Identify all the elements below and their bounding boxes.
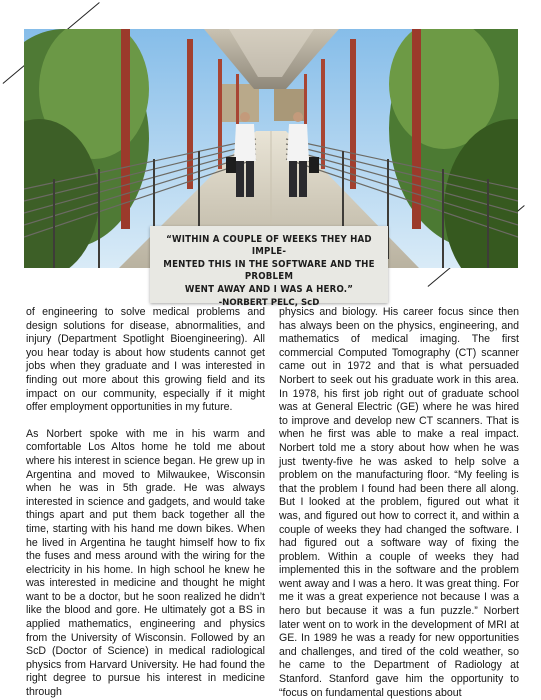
article-paragraph: of engineering to solve medical problems and design solutions for disease, abnormalities, and injury (Department Spotlight Bioengineering). All you hear today is about how students cannot get jobs when they graduate and I was interested in finding out more about this growing field and its impact on our community, especially if it might offer employment opportunities in my future. [26,306,265,414]
article-paragraph: physics and biology. His career focus since then has always been on the physics, engineering, and mathematics of medical imaging. The first commercial Computed Tomography (CT) scanner came out in 1972 and that is what persuaded Norbert to seek out his graduate work in this area. In 1978, his first job right out of graduate school was at General Electric (GE) where he was hired to improve and develop new CT scanners. That is when he first was able to make a real impact. Norbert told me a story about how when he was just twenty-five he was asked to help solve a problem on the manufacturing floor. “My feeling is that the problem I found had been there all along. But I looked at the problem, figured out what it was, and figured out how to correct it, and within a couple of weeks they had changed the software. I had figured out a software way of fixing the problem. Within a couple of weeks they had implemented this in the software and the problem went away and I was a hero. It was great thing. For me it was a great experience not because I was a hero but because it was a fun puzzle.” Norbert later went on to work in the development of MRI at GE. In 1989 he was a ready for new opportunities and challenges, and tired of the cold weather, so he came to the Department of Radiology at Stanford. Stanford gave him the opportunity to “focus on fundamental questions about [279,306,519,699]
pull-quote-line: WENT AWAY AND I WAS A HERO.” [184,283,354,295]
article-column-left [26,306,265,700]
article-paragraph: As Norbert spoke with me in his warm and comfortable Los Altos home he told me about where his interest in science began. He grew up in Argentina and moved to Milwaukee, Wisconsin when he was in 5th grade. He was always interested in science and gadgets, and would take things apart and put them back together all the time, starting with his hand me down bikes. When he lived in Argentina he taught himself how to fix the fuses and mess around with the wiring for the electricity in his home. In high school he knew he was interested in medicine and thought he might want to be a doctor, but he soon realized he didn’t like the blood and gore. He ultimately got a BS in applied mathematics, engineering and physics from the University of Wisconsin. Followed by an ScD (Doctor of Science) in medical radiological physics from Harvard University. He had found the right degree to pursue his interest in medicine through [26,427,265,699]
pull-quote-attribution: -NORBERT PELC, ScD [218,298,320,309]
article-column-right [279,306,519,700]
pull-quote [150,226,388,309]
pull-quote-line: “WITHIN A COUPLE OF WEEKS THEY HAD IMPLE- [166,234,372,258]
pull-quote-text [156,234,382,296]
pull-quote-line: MENTED THIS IN THE SOFTWARE AND THE PROBLEM [163,258,375,283]
